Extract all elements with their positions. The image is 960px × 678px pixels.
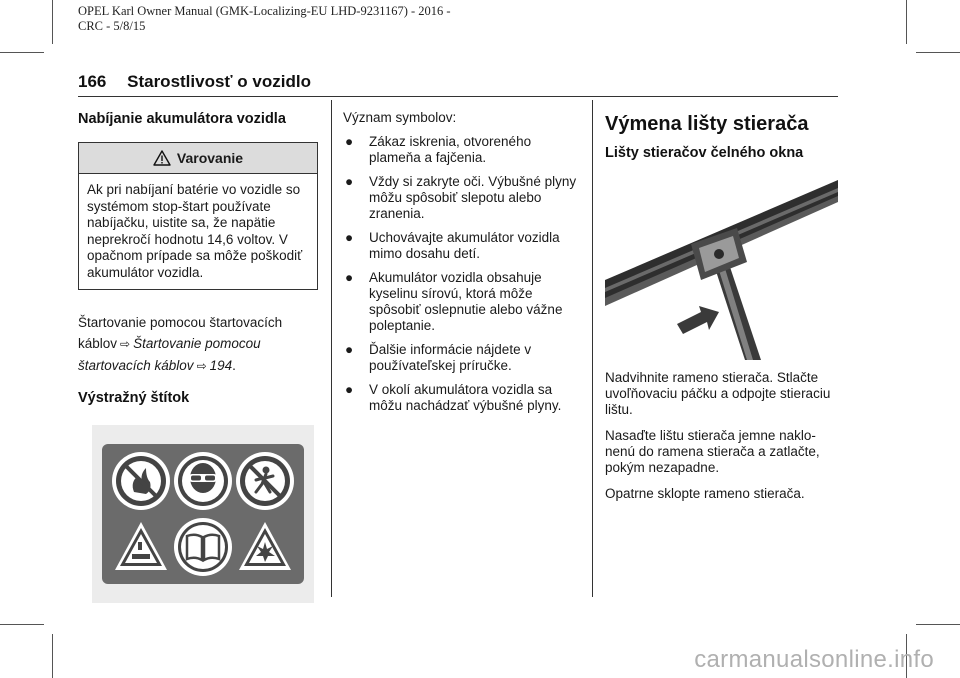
list-item — [343, 230, 583, 262]
meta-line-2: CRC - 5/8/15 — [78, 19, 146, 33]
crop-mark — [0, 52, 44, 53]
reference-arrow-icon: ⇨ — [120, 337, 131, 351]
symbols-list — [343, 134, 583, 414]
section-heading-wiper: Výmena lišty stierača — [605, 113, 809, 135]
warning-text: Ak pri nabíjaní batérie vo vozidle so systémom stop-štart používate nabíjačku, uistite sa, že napätie neprekročí hodnotu 14,6 voltov. V opačnom prípade sa môže poškodiť akumulátor vozidla. — [87, 182, 303, 280]
crop-mark — [0, 624, 44, 625]
bullet: ● — [345, 230, 354, 245]
instruction-paragraph: Nasaďte lištu stierača jemne naklo-nenú do ramena stierača a zatlačte, pokým nezapadne. — [605, 428, 820, 475]
symbols-intro: Význam symbolov: — [343, 110, 457, 125]
warning-label-panel — [102, 444, 304, 584]
instruction-paragraph: Nadvihnite rameno stierača. Stlačte uvoľňovaciu páčku a odpojte stieraciu lištu. — [605, 370, 831, 417]
crop-mark — [906, 0, 907, 44]
section-heading-charging: Nabíjanie akumulátora vozidla — [78, 111, 286, 127]
header-rule — [78, 96, 838, 97]
page-number: 166 — [78, 72, 107, 91]
warning-title: Varovanie — [176, 150, 244, 166]
warning-header — [79, 143, 317, 174]
column-divider — [592, 100, 593, 597]
list-item-text: Akumulátor vozidla obsahuje kyselinu sírovú, ktorá môže spôsobiť oslepnutie alebo vážne poleptanie. — [369, 270, 563, 333]
list-item — [343, 134, 583, 166]
meta-line-1: OPEL Karl Owner Manual (GMK-Localizing-EU LHD-9231167) - 2016 - — [78, 4, 451, 18]
list-item — [343, 382, 583, 414]
section-heading-label: Výstražný štítok — [78, 390, 190, 406]
explosion-hazard-icon — [236, 518, 294, 576]
keep-children-away-icon — [236, 452, 294, 510]
column-2 — [343, 110, 583, 414]
crop-mark — [916, 624, 960, 625]
list-item — [343, 270, 583, 334]
list-item — [343, 342, 583, 374]
jumpstart-page[interactable]: 194 — [209, 358, 233, 373]
warning-triangle-icon — [153, 150, 171, 166]
jumpstart-text: Štartovanie pomocou štartovacích káblov — [78, 315, 283, 351]
crop-mark — [52, 0, 53, 44]
warning-label-image — [92, 425, 314, 603]
page-header — [78, 72, 311, 92]
list-item-text: Uchovávajte akumulátor vozidla mimo dosahu detí. — [369, 230, 560, 261]
column-divider — [331, 100, 332, 597]
bullet: ● — [345, 270, 354, 285]
warning-box — [78, 142, 318, 290]
reference-arrow-icon: ⇨ — [196, 359, 207, 373]
column-1 — [78, 110, 320, 603]
column-3 — [605, 110, 841, 502]
bullet: ● — [345, 174, 354, 189]
document-meta — [78, 4, 498, 34]
acid-hazard-icon — [112, 518, 170, 576]
bullet: ● — [345, 134, 354, 149]
eye-protection-icon — [174, 452, 232, 510]
subsection-heading-windscreen: Lišty stieračov čelného okna — [605, 145, 804, 161]
list-item-text: V okolí akumulátora vozidla sa môžu nachádzať výbušné plyny. — [369, 382, 562, 413]
list-item-text: Vždy si zakryte oči. Výbušné plyny môžu spôsobiť slepotu alebo zranenia. — [369, 174, 577, 221]
no-flame-icon — [112, 452, 170, 510]
jumpstart-reference — [78, 312, 320, 377]
jumpstart-period: . — [232, 358, 236, 373]
jumpstart-link[interactable]: Štartovanie pomocou štartovacích káblov — [78, 336, 261, 373]
instruction-paragraph: Opatrne sklopte rameno stierača. — [605, 486, 805, 501]
bullet: ● — [345, 342, 354, 357]
crop-mark — [52, 634, 53, 678]
list-item-text: Zákaz iskrenia, otvoreného plameňa a fajčenia. — [369, 134, 532, 165]
crop-mark — [916, 52, 960, 53]
list-item — [343, 174, 583, 222]
watermark: carmanualsonline.info — [694, 646, 934, 673]
page-title: Starostlivosť o vozidlo — [127, 72, 311, 91]
read-manual-icon — [174, 518, 232, 576]
bullet: ● — [345, 382, 354, 397]
list-item-text: Ďalšie informácie nájdete v používateľskej príručke. — [369, 342, 532, 373]
wiper-blade-image — [605, 172, 838, 360]
